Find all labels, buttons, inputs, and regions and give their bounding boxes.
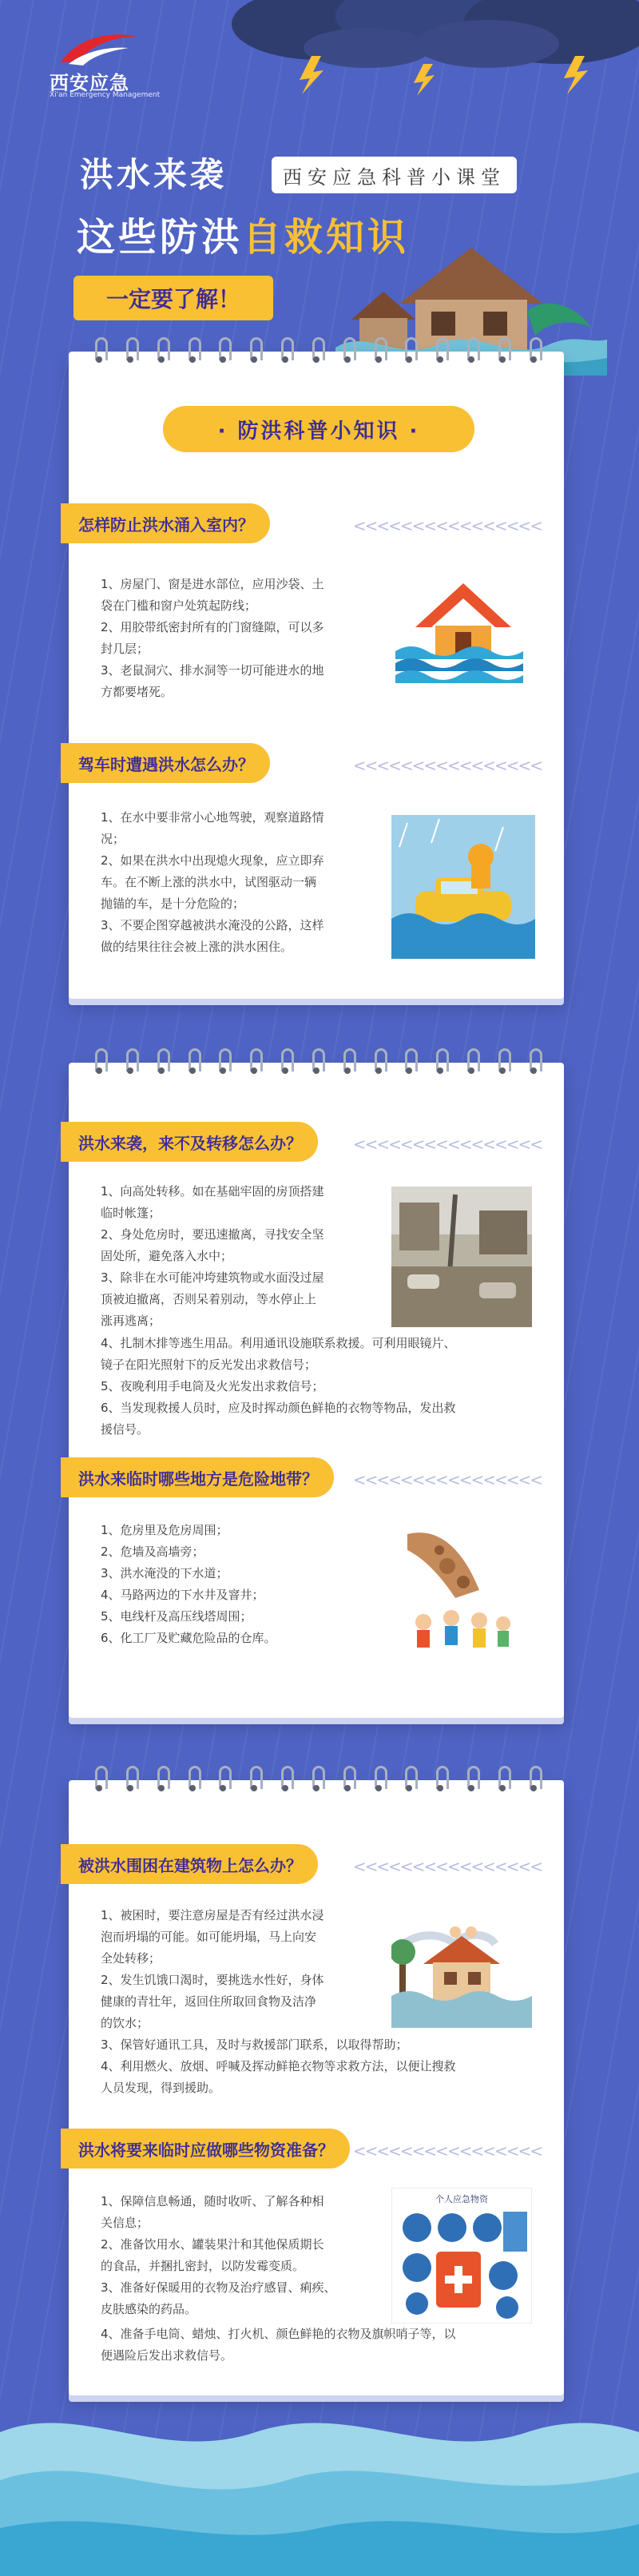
car-in-flood-icon (391, 815, 535, 959)
answer-line: 5、电线杆及高压线塔周围； (101, 1609, 252, 1624)
subtitle-char: 安 (308, 165, 332, 189)
binder-ring (341, 1048, 354, 1080)
trapped-on-roof-icon (391, 1908, 532, 2028)
answer-line: 便遇险后发出求救信号。 (101, 2348, 233, 2363)
binder-ring (434, 1048, 447, 1080)
storm-clouds-illustration (224, 0, 639, 96)
answer-line: 皮肤感染的药品。 (101, 2302, 197, 2316)
title-line2-white: 这些防洪 (77, 215, 244, 260)
subtitle-char: 小 (431, 165, 456, 189)
binder-ring (496, 1048, 509, 1080)
answer-line: 5、夜晚利用手电筒及火光发出求救信号； (101, 1379, 324, 1393)
logo-subtitle: Xi'an Emergency Management (50, 91, 161, 99)
binder-ring (496, 337, 509, 369)
binder-ring (465, 1048, 478, 1080)
binder-rings (93, 1048, 540, 1080)
answer-line: 1、在水中要非常小心地驾驶，观察道路情 (101, 810, 324, 825)
answer-3 (101, 1181, 324, 1332)
subtitle-box (272, 157, 517, 193)
answer-line: 的饮水； (101, 2016, 149, 2030)
binder-ring (186, 1766, 199, 1798)
binder-ring (279, 1766, 292, 1798)
binder-ring (341, 1766, 354, 1798)
subtitle-char: 课 (456, 165, 481, 189)
binder-ring (403, 1766, 415, 1798)
binder-ring (310, 1048, 323, 1080)
answer-line: 3、除非在水可能冲垮建筑物或水面没过屋 (101, 1270, 324, 1285)
answer-line: 2、准备饮用水、罐装果汁和其他保质期长 (101, 2237, 324, 2252)
answer-line: 顶被迫撤离，否则呆着别动，等水停止上 (101, 1292, 317, 1306)
answer-line: 封几层； (101, 642, 149, 656)
answer-5-continued (101, 2034, 456, 2099)
answer-line: 2、发生饥饿口渴时，要挑选水性好，身体 (101, 1973, 324, 1987)
subtitle-char: 西 (283, 165, 308, 189)
answer-line: 全处转移； (101, 1951, 161, 1966)
binder-ring (372, 337, 385, 369)
answer-line: 人员发现，得到援助。 (101, 2081, 221, 2095)
binder-ring (310, 337, 323, 369)
answer-line: 2、危墙及高墙旁； (101, 1544, 204, 1559)
answer-line: 2、如果在洪水中出现熄火现象，应立即弃 (101, 853, 324, 868)
binder-ring (434, 337, 447, 369)
answer-line: 方都要堵死。 (101, 685, 173, 699)
answer-1 (101, 574, 324, 703)
chevron-decoration: <<<<<<<<<<<<<<<< (352, 1857, 542, 1876)
header (0, 0, 639, 368)
binder-ring (216, 337, 229, 369)
answer-line: 4、马路两边的下水井及窨井； (101, 1588, 264, 1602)
title-line2-yellow: 自救知识 (243, 215, 410, 260)
answer-line: 3、不要企图穿越被洪水淹没的公路，这样 (101, 918, 324, 932)
answer-line: 1、保障信息畅通，随时收听、了解各种相 (101, 2194, 324, 2208)
answer-line: 3、保管好通讯工具，及时与救援部门联系，以取得帮助； (101, 2037, 408, 2052)
bottom-waves-decoration (0, 2368, 639, 2576)
card-2 (69, 1063, 564, 1718)
binder-ring (124, 1048, 137, 1080)
chevron-decoration: <<<<<<<<<<<<<<<< (352, 2141, 542, 2161)
section-banner: · 防洪科普小知识 · (163, 406, 474, 452)
binder-ring (124, 1766, 137, 1798)
chevron-decoration: <<<<<<<<<<<<<<<< (352, 1135, 542, 1154)
answer-line: 袋在门槛和窗户处筑起防线； (101, 598, 257, 613)
binder-ring (93, 1048, 105, 1080)
answer-line: 车。在不断上涨的洪水中，试图驱动一辆 (101, 875, 317, 889)
question-tag-4: 洪水来临时哪些地方是危险地带？ (61, 1457, 334, 1497)
binder-ring (248, 1048, 260, 1080)
answer-line: 援信号。 (101, 1422, 149, 1437)
binder-ring (248, 1766, 260, 1798)
answer-line: 关信息； (101, 2216, 149, 2230)
answer-line: 1、危房里及危房周围； (101, 1523, 228, 1537)
subtitle-char: 急 (357, 165, 382, 189)
binder-ring (434, 1766, 447, 1798)
binder-ring (403, 1048, 415, 1080)
answer-4 (101, 1520, 276, 1649)
answer-line: 镜子在阳光照射下的反光发出求救信号； (101, 1358, 317, 1372)
flooded-house-icon (391, 563, 535, 683)
logo-swoosh-icon (53, 30, 141, 69)
binder-ring (341, 337, 354, 369)
answer-line: 健康的青壮年，返回住所取回食物及洁净 (101, 1994, 317, 2009)
answer-line: 4、准备手电筒、蜡烛、打火机、颜色鲜艳的衣物及旗帜哨子等，以 (101, 2327, 456, 2341)
flood-street-photo (391, 1187, 532, 1327)
binder-ring (403, 337, 415, 369)
answer-6-continued (101, 2324, 456, 2367)
answer-line: 1、向高处转移。如在基础牢固的房顶搭建 (101, 1184, 324, 1199)
binder-ring (496, 1766, 509, 1798)
binder-ring (465, 337, 478, 369)
answer-line: 抛锚的车，是十分危险的； (101, 896, 245, 911)
landslide-people-icon (391, 1518, 532, 1659)
binder-ring (216, 1048, 229, 1080)
answer-line: 泡而坍塌的可能。如可能坍塌，马上向安 (101, 1930, 317, 1944)
binder-ring (186, 1048, 199, 1080)
card-1 (69, 352, 564, 999)
answer-line: 2、用胶带纸密封所有的门窗缝隙，可以多 (101, 620, 324, 634)
binder-ring (310, 1766, 323, 1798)
binder-ring (527, 1048, 540, 1080)
answer-line: 3、老鼠洞穴、排水洞等一切可能进水的地 (101, 663, 324, 678)
answer-line: 6、化工厂及贮藏危险品的仓库。 (101, 1631, 276, 1645)
answer-line: 做的结果往往会被上涨的洪水困住。 (101, 940, 293, 954)
binder-ring (124, 337, 137, 369)
binder-ring (372, 1048, 385, 1080)
answer-2 (101, 807, 324, 958)
binder-ring (155, 337, 168, 369)
binder-ring (279, 1048, 292, 1080)
question-tag-5: 被洪水围困在建筑物上怎么办？ (61, 1844, 318, 1884)
answer-line: 1、被困时，要注意房屋是否有经过洪水浸 (101, 1908, 324, 1922)
answer-line: 4、扎制木排等逃生用品。利用通讯设施联系救援。可利用眼镜片、 (101, 1336, 456, 1350)
card-3 (69, 1780, 564, 2395)
answer-line: 临时帐篷； (101, 1206, 161, 1220)
question-tag-1: 怎样防止洪水涌入室内？ (61, 503, 270, 543)
binder-ring (372, 1766, 385, 1798)
emergency-kit-icon (391, 2188, 532, 2324)
binder-ring (216, 1766, 229, 1798)
chevron-decoration: <<<<<<<<<<<<<<<< (352, 756, 542, 775)
logo (45, 30, 165, 99)
binder-ring (93, 1766, 105, 1798)
answer-line: 固处所，避免落入水中； (101, 1249, 233, 1263)
title-line3-badge: 一定要了解！ (73, 276, 273, 320)
answer-line: 1、房屋门、窗是进水部位，应用沙袋、土 (101, 577, 324, 591)
title-line1: 洪水来袭 (80, 155, 228, 194)
binder-ring (279, 337, 292, 369)
binder-ring (186, 337, 199, 369)
binder-rings (93, 1766, 540, 1798)
answer-line: 4、利用燃火、放烟、呼喊及挥动鲜艳衣物等求救方法，以便让搜救 (101, 2059, 456, 2073)
binder-ring (527, 337, 540, 369)
answer-5 (101, 1905, 324, 2034)
answer-3-continued (101, 1333, 456, 1441)
answer-line: 涨再逃离； (101, 1314, 161, 1328)
answer-line: 6、当发现救援人员时，应及时挥动颜色鲜艳的衣物等物品，发出救 (101, 1401, 456, 1415)
binder-ring (248, 337, 260, 369)
answer-line: 的食品，并捆扎密封，以防发霉变质。 (101, 2259, 305, 2273)
chevron-decoration: <<<<<<<<<<<<<<<< (352, 516, 542, 535)
binder-ring (93, 337, 105, 369)
binder-rings (93, 337, 540, 369)
answer-line: 3、洪水淹没的下水道； (101, 1566, 228, 1580)
binder-ring (527, 1766, 540, 1798)
binder-ring (465, 1766, 478, 1798)
subtitle-char: 应 (332, 165, 357, 189)
answer-line: 况； (101, 832, 125, 846)
binder-ring (155, 1766, 168, 1798)
question-tag-6: 洪水将要来临时应做哪些物资准备？ (61, 2129, 350, 2169)
answer-6 (101, 2191, 336, 2320)
question-tag-2: 驾车时遭遇洪水怎么办？ (61, 743, 270, 783)
kit-title: 个人应急物资 (435, 2194, 488, 2204)
question-tag-3: 洪水来袭，来不及转移怎么办？ (61, 1122, 318, 1162)
chevron-decoration: <<<<<<<<<<<<<<<< (352, 1470, 542, 1489)
subtitle-char: 堂 (481, 165, 506, 189)
subtitle-char: 普 (407, 165, 431, 189)
answer-line: 2、身处危房时，要迅速撤离，寻找安全坚 (101, 1227, 324, 1242)
logo-name: 西安应急 (50, 72, 129, 94)
answer-line: 3、准备好保暖用的衣物及治疗感冒、痢疾、 (101, 2280, 336, 2295)
binder-ring (155, 1048, 168, 1080)
subtitle-char: 科 (382, 165, 407, 189)
